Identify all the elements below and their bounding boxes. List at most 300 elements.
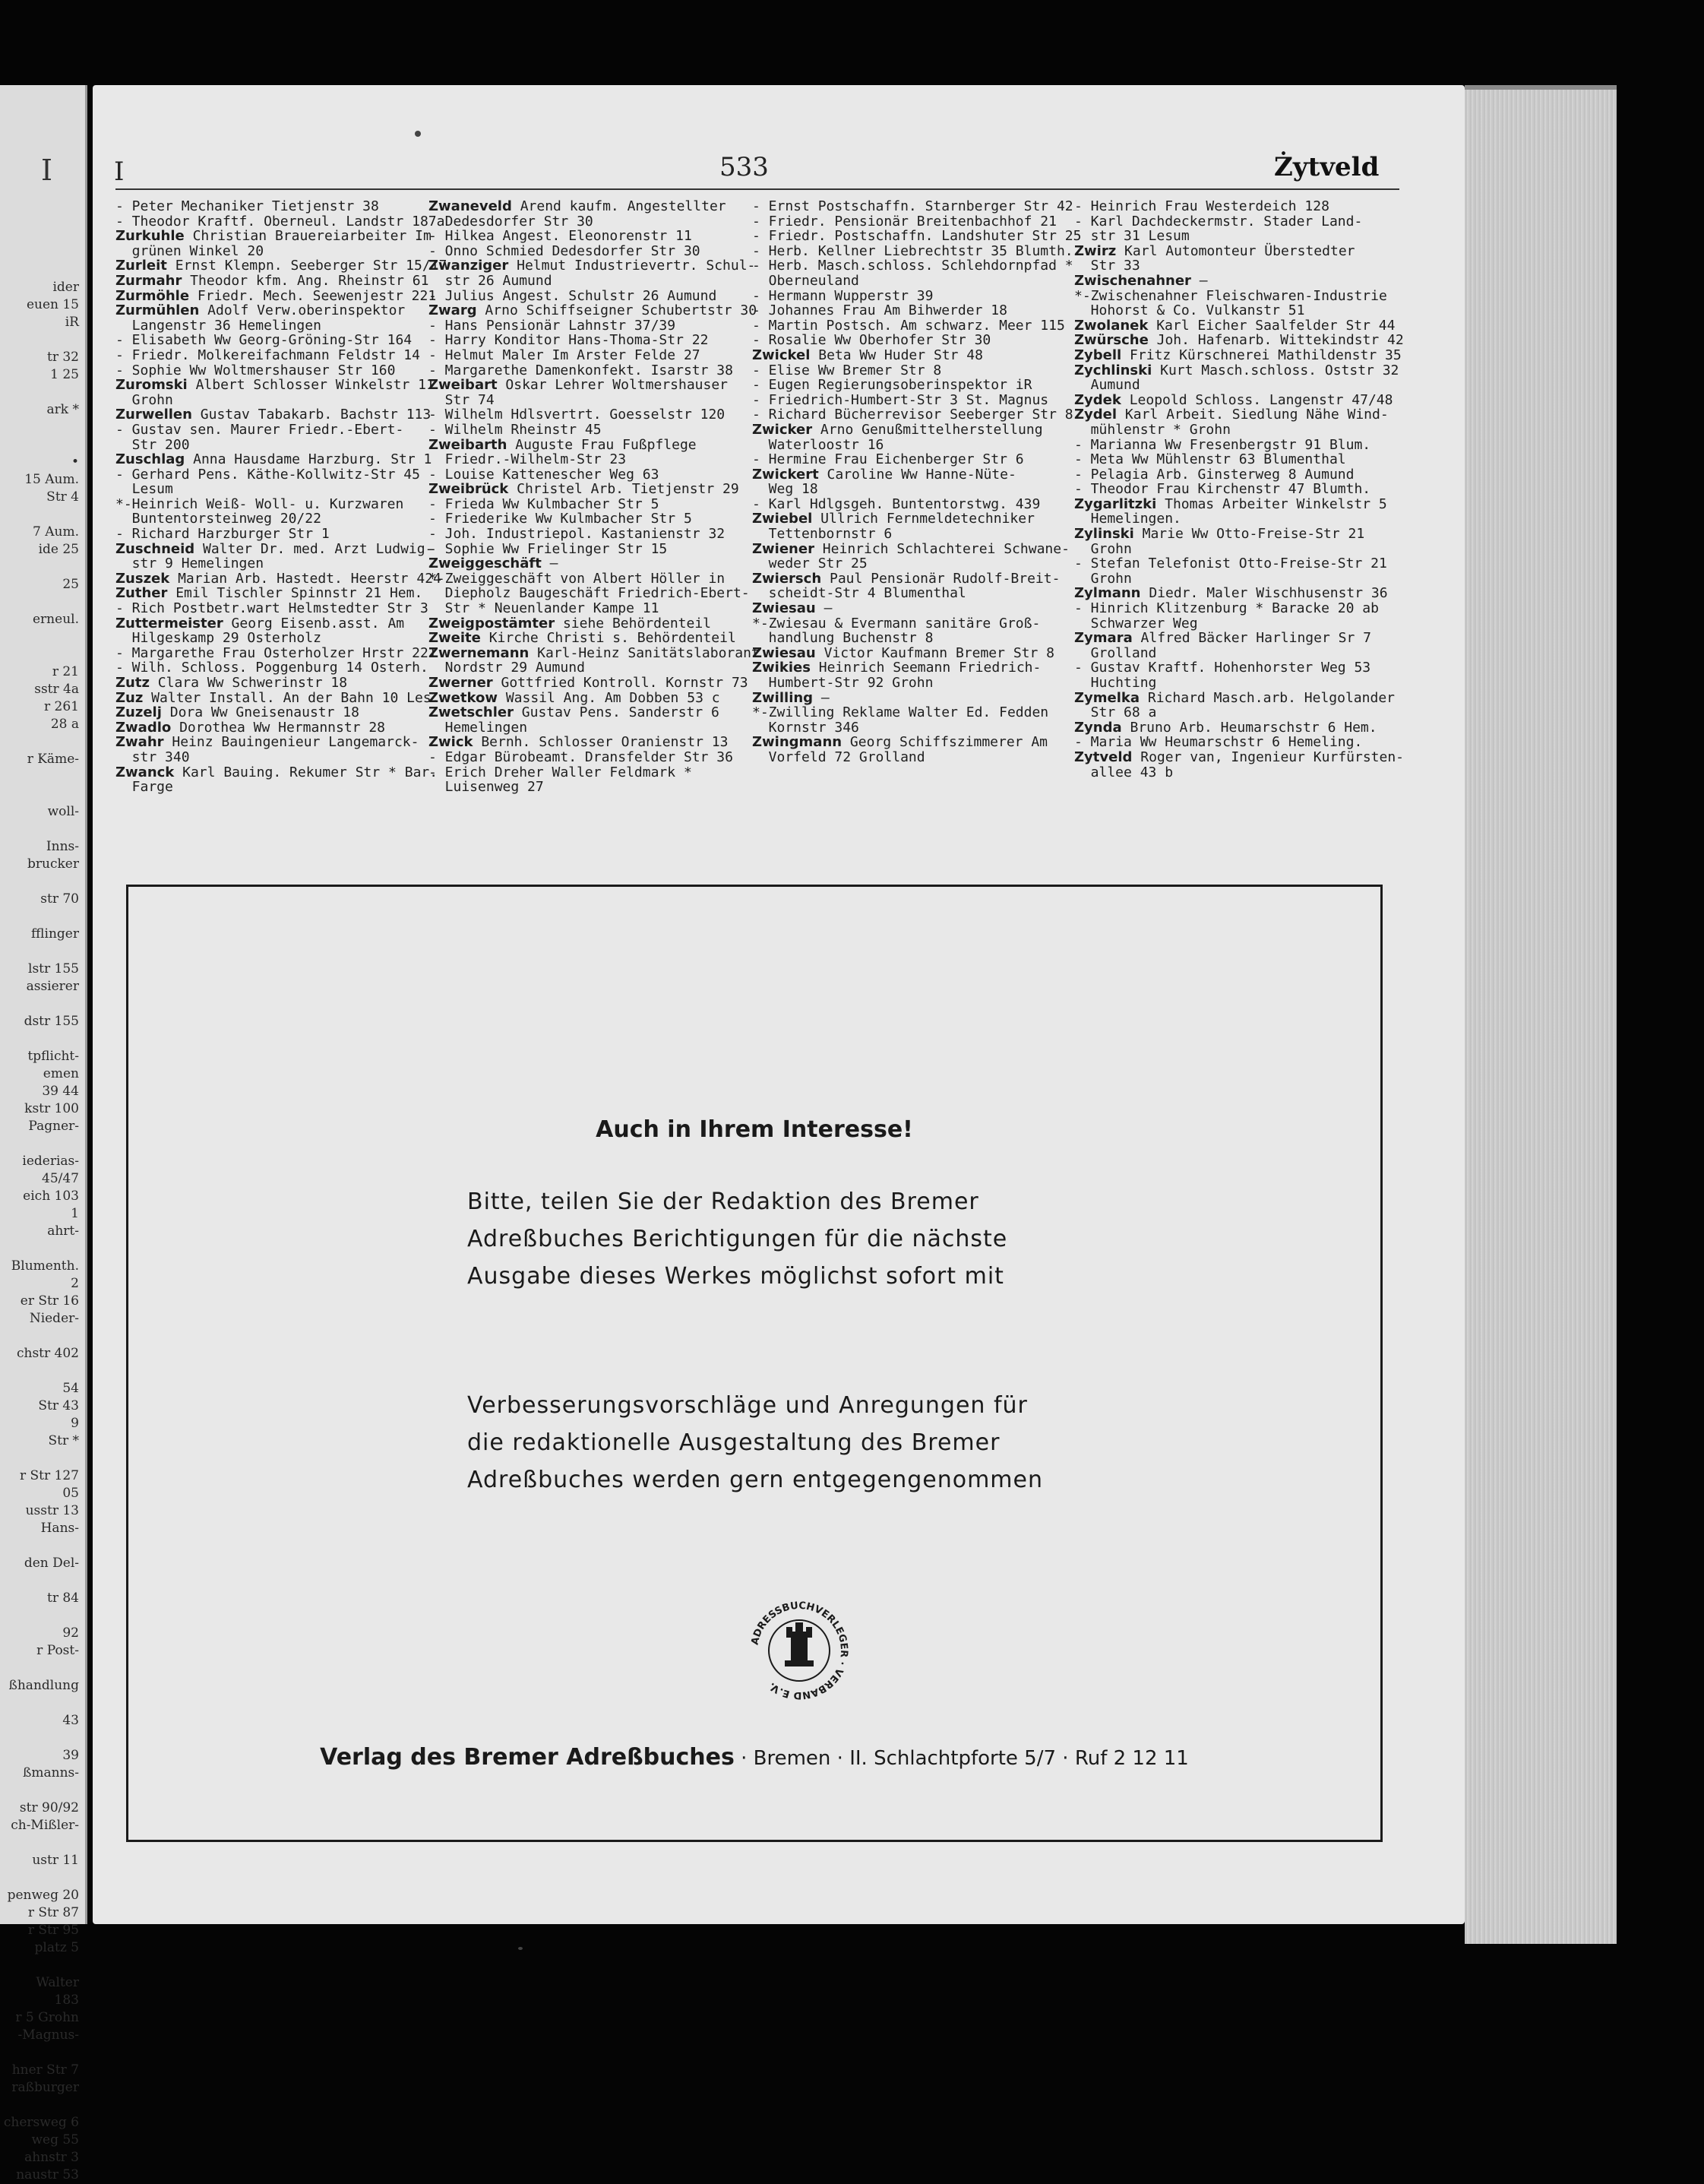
entry-details: *-Heinrich Weiß- Woll- u. Kurzwaren <box>115 495 404 512</box>
entry-details: Arend kaufm. Angestellter <box>511 198 726 214</box>
directory-entry <box>428 378 748 393</box>
entry-surname: Zuromski <box>115 377 188 394</box>
directory-entry <box>428 601 748 616</box>
previous-page-fragment <box>0 1450 79 1467</box>
entry-surname: Zutz <box>115 675 150 691</box>
directory-entry <box>115 348 427 363</box>
entry-details: - Karl Dachdeckermstr. Stader Land- <box>1074 213 1363 229</box>
previous-page-fragment: r Käme- <box>27 752 79 767</box>
entry-details: Karl Arbeit. Siedlung Nähe Wind- <box>1117 407 1389 423</box>
entry-details: Emil Tischler Spinnstr 21 Hem. <box>167 585 423 602</box>
entry-surname: Zurmühlen <box>115 302 200 319</box>
entry-details: Gottfried Kontroll. Kornstr 73 <box>492 675 748 691</box>
entry-details: grünen Winkel 20 <box>115 242 264 259</box>
previous-page-fragment: raßburger <box>11 2080 79 2095</box>
directory-entry <box>115 244 427 259</box>
previous-page-fragment <box>0 1363 79 1380</box>
directory-entry <box>752 318 1071 334</box>
entry-details: Beta Ww Huder Str 48 <box>810 347 983 363</box>
entry-details: Marian Arb. Hastedt. Heerstr 424 <box>169 570 441 587</box>
entry-details: Kornstr 346 <box>752 719 859 736</box>
directory-entry <box>115 377 435 394</box>
page-header <box>93 152 1465 190</box>
entry-surname: Zwetkow <box>428 689 498 706</box>
advertisement-box <box>126 885 1383 1842</box>
ad-heading: Auch in Ihrem Interesse! <box>596 1116 913 1143</box>
previous-page-fragment: ider <box>52 280 79 295</box>
entry-details: - Hilkea Angest. Eleonorenstr 11 <box>428 228 692 245</box>
entry-details: Diepholz Baugeschäft Friedrich-Ebert- <box>428 585 750 602</box>
entry-details: - Ernst Postschaffn. Starnberger Str 42 <box>752 198 1073 214</box>
entry-surname: Zurmöhle <box>115 287 190 304</box>
directory-entry <box>115 705 427 720</box>
previous-page-fragment <box>0 2097 79 2114</box>
directory-entry <box>115 660 427 676</box>
previous-page-fragment <box>0 995 79 1013</box>
previous-page-fragment: tpflicht- <box>27 1049 79 1064</box>
entry-surname: Zurleit <box>115 258 167 274</box>
entry-details: — <box>1190 272 1208 289</box>
directory-entry <box>115 586 427 601</box>
previous-page-fragment <box>0 506 79 524</box>
entry-details: handlung Buchenstr 8 <box>752 630 934 647</box>
directory-entry <box>1074 407 1401 423</box>
entry-details: Victor Kaufmann Bremer Str 8 <box>815 644 1055 661</box>
entry-details: Grohn <box>115 391 173 408</box>
entry-surname: Zwilling <box>752 689 814 706</box>
previous-page-fragment: Str 43 <box>38 1398 79 1413</box>
previous-page-fragment <box>0 1240 79 1258</box>
directory-entry <box>428 363 748 378</box>
previous-page-fragment: 92 <box>62 1625 79 1641</box>
entry-details: Bernh. Schlosser Oranienstr 13 <box>473 734 729 751</box>
previous-page-fragment <box>0 943 79 961</box>
svg-text:ADRESSBUCHVERLEGER · VERBAND E: ADRESSBUCHVERLEGER · VERBAND E.V. <box>749 1600 850 1701</box>
previous-page-fragment: Walter <box>36 1975 79 1990</box>
directory-entry <box>752 660 1071 676</box>
directory-entry <box>1074 705 1401 720</box>
entry-surname: Zwiebel <box>752 511 813 527</box>
previous-page-fragment: 183 <box>54 1993 79 2008</box>
directory-entry <box>752 527 1071 542</box>
directory-entry <box>115 511 427 527</box>
entry-details: - Marianna Ww Fresenbergstr 91 Blum. <box>1074 436 1371 453</box>
previous-page-fragment: den Del- <box>24 1556 79 1571</box>
previous-page-roman-mark: I <box>41 154 53 187</box>
previous-page-fragment: str 90/92 <box>19 1800 79 1815</box>
previous-page-fragment: usstr 13 <box>25 1503 79 1518</box>
entry-surname: Zweibrück <box>428 481 509 498</box>
directory-entry <box>1074 586 1401 601</box>
directory-entry <box>1074 616 1401 631</box>
directory-entry <box>1074 601 1401 616</box>
entry-details: Diedr. Maler Wischhusenstr 36 <box>1140 585 1388 602</box>
entry-details: Gustav Pens. Sanderstr 6 <box>513 704 719 721</box>
entry-details: - Margarethe Frau Osterholzer Hrstr 221 <box>115 644 437 661</box>
entry-details: - Helmut Maler Im Arster Felde 27 <box>428 347 700 363</box>
entry-surname: Zwaneveld <box>428 198 512 214</box>
directory-entry <box>1074 318 1401 334</box>
directory-entry <box>428 393 748 408</box>
directory-entry <box>1074 765 1401 780</box>
entry-details: str 9 Hemelingen <box>115 555 264 572</box>
previous-page-fragment <box>0 646 79 663</box>
entry-surname: Zymelka <box>1074 689 1140 706</box>
entry-surname: Zwingmann <box>752 734 843 751</box>
directory-entry <box>428 423 748 438</box>
previous-page-fragment: platz 5 <box>34 1940 79 1955</box>
entry-details: Joh. Hafenarb. Wittekindstr 42 <box>1148 332 1404 349</box>
entry-details: Grohn <box>1074 570 1132 587</box>
directory-entry <box>115 287 437 304</box>
previous-page-fragment: 25 <box>62 577 79 592</box>
entry-surname: Zuttermeister <box>115 615 223 631</box>
directory-entry <box>428 691 748 706</box>
directory-entry <box>428 214 748 229</box>
entry-details: Kirche Christi s. Behördenteil <box>480 630 736 647</box>
entry-details: Grohn <box>1074 540 1132 557</box>
directory-entry <box>428 258 756 274</box>
directory-entry <box>428 199 748 214</box>
entry-details: - Friedrich-Humbert-Str 3 St. Magnus <box>752 391 1049 408</box>
directory-entry <box>428 780 748 795</box>
directory-entry <box>115 570 441 587</box>
previous-page-fragment: naustr 53 <box>16 2167 79 2182</box>
directory-entry <box>1074 438 1401 453</box>
entry-details: Hohorst & Co. Vulkanstr 51 <box>1074 302 1305 319</box>
directory-entry <box>1074 482 1401 497</box>
entry-details: - Stefan Telefonist Otto-Freise-Str 21 <box>1074 555 1387 572</box>
entry-details: Wassil Ang. Am Dobben 53 c <box>497 689 720 706</box>
entry-details: Karl Bauing. Rekumer Str * Bar. <box>174 764 438 780</box>
entry-surname: Zuther <box>115 585 168 602</box>
entry-details: - Rich Postbetr.wart Helmstedter Str 3 <box>115 600 428 617</box>
previous-page-fragment <box>0 1607 79 1625</box>
directory-entry <box>428 452 748 467</box>
directory-entry <box>428 765 748 780</box>
previous-page-fragment: Inns- <box>46 839 79 854</box>
entry-details: Clara Ww Schwerinstr 18 <box>149 675 348 691</box>
directory-entry <box>752 423 1071 438</box>
directory-column-2 <box>428 198 760 796</box>
entry-details: - Meta Ww Mühlenstr 63 Blumenthal <box>1074 451 1346 468</box>
directory-entry <box>115 199 427 214</box>
previous-page-strip <box>0 85 87 2182</box>
ad-paragraph-1 <box>467 1183 1075 1295</box>
previous-page-fragment <box>0 419 79 436</box>
previous-page-fragment: penweg 20 <box>7 1888 79 1903</box>
entry-details: — <box>813 689 830 706</box>
previous-page-fragment <box>0 908 79 926</box>
directory-column-4 <box>1074 198 1405 780</box>
entry-details: Helmut Industrievertr. Schul- <box>508 258 756 274</box>
directory-entry <box>1074 511 1401 527</box>
directory-entry <box>752 228 1082 245</box>
previous-page-fragment <box>0 1537 79 1555</box>
directory-entry <box>752 303 1071 318</box>
entry-details: Walter Dr. med. Arzt Ludwig- <box>194 540 434 557</box>
previous-page-fragment: ahnstr 3 <box>24 2150 79 2165</box>
previous-page-fragment: fflinger <box>31 926 79 942</box>
entry-surname: Zybell <box>1074 347 1122 363</box>
directory-entry <box>428 348 748 363</box>
entry-surname: Zwiesau <box>752 600 816 617</box>
previous-page-fragment <box>0 873 79 891</box>
entry-details: - Friederike Ww Kulmbacher Str 5 <box>428 511 692 527</box>
directory-entry <box>428 631 748 646</box>
previous-page-fragment <box>0 1695 79 1712</box>
entry-details: Marie Ww Otto-Freise-Str 21 <box>1133 526 1365 543</box>
previous-page-fragment <box>0 331 79 349</box>
entry-details: str 31 Lesum <box>1074 228 1190 245</box>
entry-details: — <box>541 555 558 572</box>
directory-column-1 <box>115 198 447 796</box>
entry-details: - Richard Bücherrevisor Seeberger Str 8 <box>752 407 1073 423</box>
directory-entry <box>115 451 432 468</box>
entry-surname: Zwarg <box>428 302 477 319</box>
ad-publisher-name: Verlag des Bremer Adreßbuches <box>320 1744 735 1771</box>
directory-entry <box>752 333 1071 348</box>
directory-entry <box>1074 691 1401 706</box>
previous-page-fragment: chersweg 6 <box>3 2115 79 2130</box>
directory-entry <box>115 213 445 229</box>
directory-entry <box>428 676 748 691</box>
entry-surname: Zwickel <box>752 347 811 363</box>
directory-entry <box>752 274 1071 289</box>
previous-page-fragment: r 261 <box>44 699 79 714</box>
entry-surname: Zynda <box>1074 719 1122 736</box>
previous-page-fragment <box>0 1572 79 1590</box>
entry-details: Karl-Heinz Sanitätslaborant <box>529 644 760 661</box>
entry-surname: Zwiener <box>752 540 814 557</box>
directory-entry <box>428 497 748 512</box>
directory-entry <box>1074 631 1401 646</box>
directory-entry <box>115 540 434 557</box>
directory-entry <box>752 691 1071 706</box>
previous-page-fragment <box>0 1869 79 1887</box>
ad-line: die redaktionelle Ausgestaltung des Bremer <box>467 1429 1001 1456</box>
previous-page-fragment: woll- <box>47 804 79 819</box>
previous-page-fragment: ide 25 <box>38 542 79 557</box>
ad-line: Bitte, teilen Sie der Redaktion des Bremer <box>467 1189 979 1215</box>
entry-details: Kurt Masch.schloss. Oststr 32 <box>1152 362 1399 378</box>
directory-entry <box>115 720 427 736</box>
previous-page-fragment: ark * <box>46 402 79 417</box>
entry-details: Anna Hausdame Harzburg. Str 1 <box>185 451 432 468</box>
entry-details: Arno Genußmittelherstellung <box>812 421 1043 438</box>
entry-details: Hemelingen. <box>1074 511 1181 527</box>
entry-details: Georg Eisenb.asst. Am <box>223 615 405 631</box>
previous-page-fragment: Pagner- <box>28 1119 79 1134</box>
entry-details: Hilgeskamp 29 Osterholz <box>115 630 321 647</box>
directory-entry <box>115 393 427 408</box>
directory-entry <box>115 228 432 245</box>
directory-entry <box>752 676 1071 691</box>
previous-page-fragment: euen 15 <box>26 297 79 312</box>
entry-details: - Peter Mechaniker Tietjenstr 38 <box>115 198 379 214</box>
previous-page-fragment: r 5 Grohn <box>15 2010 79 2025</box>
previous-page-fragment: kstr 100 <box>24 1101 79 1116</box>
previous-page-fragment <box>0 1782 79 1799</box>
entry-surname: Zwahr <box>115 734 164 751</box>
previous-page-fragment: hner Str 7 <box>11 2062 79 2078</box>
directory-entry <box>752 720 1071 736</box>
entry-details: Karl Eicher Saalfelder Str 44 <box>1148 317 1396 334</box>
directory-entry <box>115 407 432 423</box>
directory-entry <box>1074 452 1401 467</box>
directory-entry <box>428 302 757 319</box>
entry-details: Str 68 a <box>1074 704 1157 721</box>
previous-page-fragment: 15 Aum. <box>24 472 79 487</box>
previous-page-fragment: lstr 155 <box>28 961 79 976</box>
header-left-mark: I <box>114 157 125 187</box>
previous-page-fragment: ahrt- <box>47 1223 79 1239</box>
entry-surname: Zuz <box>115 689 144 706</box>
previous-page-fragment <box>0 1730 79 1747</box>
entry-details: weder Str 25 <box>752 555 868 572</box>
entry-surname: Zwirz <box>1074 242 1117 259</box>
entry-surname: Zylinski <box>1074 526 1134 543</box>
entry-details: - Wilhelm Hdlsvertrt. Goesselstr 120 <box>428 407 726 423</box>
entry-details: - Eugen Regierungsoberinspektor iR <box>752 377 1032 394</box>
directory-entry <box>115 467 427 483</box>
entry-details: Nordstr 29 Aumund <box>428 660 585 676</box>
entry-surname: Zydel <box>1074 407 1118 423</box>
entry-surname: Zylmann <box>1074 585 1141 602</box>
entry-details: Theodor kfm. Ang. Rheinstr 61 <box>182 272 429 289</box>
directory-entry <box>428 586 748 601</box>
directory-entry <box>752 258 1071 274</box>
entry-details: - Friedr. Pensionär Breitenbachhof 21 <box>752 213 1057 229</box>
previous-page-fragment: ch-Mißler- <box>11 1818 79 1833</box>
previous-page-fragment <box>0 436 79 454</box>
previous-page-fragment <box>0 593 79 611</box>
directory-entry <box>1074 556 1401 571</box>
previous-page-fragment: r Str 95 <box>27 1923 79 1938</box>
previous-page-fragment: dstr 155 <box>24 1014 79 1029</box>
previous-page-fragment: r Str 87 <box>27 1905 79 1920</box>
directory-entry <box>752 348 1071 363</box>
entry-details: Ernst Klempn. Seeberger Str 15/17 <box>166 258 447 274</box>
entry-details: allee 43 b <box>1074 764 1174 780</box>
previous-page-fragment: erneul. <box>33 612 79 627</box>
directory-entry <box>1074 646 1401 661</box>
directory-entry <box>1074 258 1401 274</box>
ad-footer <box>128 1744 1380 1771</box>
directory-entry <box>752 467 1071 483</box>
entry-details: - Hermann Wupperstr 39 <box>752 287 934 304</box>
directory-entry <box>1074 363 1401 378</box>
directory-entry <box>1074 497 1401 512</box>
previous-page-fragment: Blumenth. <box>11 1258 79 1274</box>
entry-details: Roger van, Ingenieur Kurfürsten- <box>1132 749 1405 765</box>
previous-page-fragment: ßmanns- <box>23 1765 79 1780</box>
page-number: 533 <box>719 152 769 182</box>
previous-page-fragment: 28 a <box>50 717 79 732</box>
entry-details: - Johannes Frau Am Bihwerder 18 <box>752 302 1007 319</box>
previous-page-fragment: 9 <box>71 1416 79 1431</box>
previous-page-fragment <box>0 2044 79 2062</box>
directory-entry <box>752 438 1071 453</box>
previous-page-fragment <box>0 628 79 646</box>
directory-entry <box>115 764 438 780</box>
entry-details: siehe Behördenteil <box>555 615 712 631</box>
page-edge-stack <box>1465 85 1617 1944</box>
directory-entry <box>428 705 748 720</box>
previous-page-fragment <box>0 821 79 838</box>
directory-entry <box>752 646 1071 661</box>
entry-details: Langenstr 36 Hemelingen <box>115 317 321 334</box>
entry-details: - Julius Angest. Schulstr 26 Aumund <box>428 287 717 304</box>
entry-surname: Zwicker <box>752 421 813 438</box>
previous-page-fragment: 43 <box>62 1713 79 1728</box>
entry-surname: Zychlinski <box>1074 362 1152 378</box>
previous-page-fragment: r 21 <box>52 664 79 679</box>
directory-entry <box>1074 199 1401 214</box>
directory-entry <box>115 601 427 616</box>
previous-page-fragment: 1 25 <box>50 367 79 382</box>
entry-details: - Martin Postsch. Am schwarz. Meer 115 <box>752 317 1065 334</box>
entry-details: Caroline Ww Hanne-Nüte- <box>818 466 1016 483</box>
entry-details: Arno Schiffseigner Schubertstr 30 <box>476 302 757 319</box>
directory-entry <box>115 556 427 571</box>
previous-page-fragment: eich 103 <box>23 1189 79 1204</box>
entry-surname: Zweite <box>428 630 481 647</box>
entry-details: - Rosalie Ww Oberhofer Str 30 <box>752 332 991 349</box>
entry-details: Thomas Arbeiter Winkelstr 5 <box>1156 495 1387 512</box>
entry-details: - Onno Schmied Dedesdorfer Str 30 <box>428 242 700 259</box>
previous-page-fragment: 39 44 <box>42 1084 79 1099</box>
entry-details: - Herb. Kellner Liebrechtstr 35 Blumth. <box>752 242 1073 259</box>
directory-entry <box>752 214 1071 229</box>
directory-entry <box>428 333 748 348</box>
entry-surname: Zwiesau <box>752 644 816 661</box>
ad-publisher-address: · Bremen · II. Schlachtpforte 5/7 · Ruf 2 12 11 <box>734 1747 1189 1770</box>
entry-surname: Zwürsche <box>1074 332 1149 349</box>
entry-surname: Zwiersch <box>752 570 822 587</box>
directory-entry <box>752 556 1071 571</box>
entry-surname: Zweigpostämter <box>428 615 555 631</box>
entry-details: Aumund <box>1074 377 1140 394</box>
previous-page-fragment: sstr 4a <box>34 682 79 697</box>
entry-surname: Zwerner <box>428 675 493 691</box>
directory-entry <box>115 644 437 661</box>
entry-details: - Gustav Kraftf. Hohenhorster Weg 53 <box>1074 660 1371 676</box>
directory-entry <box>752 482 1071 497</box>
entry-details: Gustav Tabakarb. Bachstr 113 <box>191 407 432 423</box>
entry-details: Weg 18 <box>752 481 818 498</box>
directory-entry <box>752 705 1071 720</box>
directory-entry <box>1074 393 1401 408</box>
entry-details: Friedr.-Wilhelm-Str 23 <box>428 451 627 468</box>
entry-details: Adolf Verw.oberinspektor <box>199 302 406 319</box>
directory-page <box>93 85 1465 1924</box>
directory-entry <box>428 735 748 750</box>
previous-page-fragment <box>0 1328 79 1345</box>
entry-details: Richard Masch.arb. Helgolander <box>1140 689 1395 706</box>
entry-details: Tettenbornstr 6 <box>752 526 893 543</box>
ad-line: Ausgabe dieses Werkes möglichst sofort mit <box>467 1263 1004 1290</box>
entry-details: Bruno Arb. Heumarschstr 6 Hem. <box>1121 719 1377 736</box>
previous-page-fragment: r Str 127 <box>20 1468 79 1483</box>
directory-entry <box>752 452 1071 467</box>
entry-details: Paul Pensionär Rudolf-Breit- <box>821 570 1061 587</box>
entry-details: - Hans Pensionär Lahnstr 37/39 <box>428 317 676 334</box>
entry-details: - Friedr. Postschaffn. Landshuter Str 25 <box>752 228 1082 245</box>
previous-page-fragment: assierer <box>26 979 79 994</box>
entry-surname: Zwadlo <box>115 719 172 736</box>
previous-page-fragment: 05 <box>62 1486 79 1501</box>
